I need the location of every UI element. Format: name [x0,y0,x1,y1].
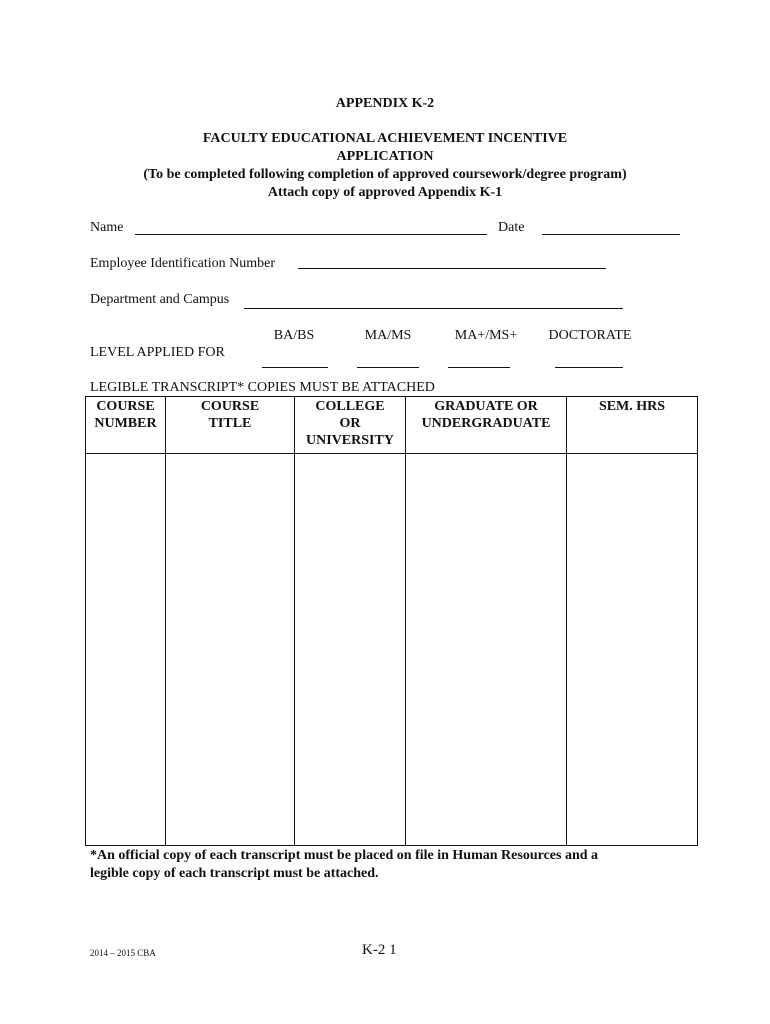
level-option-doctorate: DOCTORATE [548,328,632,343]
page-number: K-2 1 [362,942,397,958]
table-row [86,454,698,846]
employee-id-label: Employee Identification Number [90,256,276,271]
footnote-line2: legible copy of each transcript must be attached. [90,866,379,881]
name-field[interactable] [135,234,487,235]
column-header-course-number [86,397,166,454]
transcript-note: LEGIBLE TRANSCRIPT* COPIES MUST BE ATTACHED [90,380,435,395]
level-blank-ba-bs[interactable] [262,367,328,368]
header-text: UNIVERSITY [306,433,394,448]
form-title-line2: APPLICATION [336,149,434,164]
college-university-cell[interactable] [295,454,406,846]
header-text: GRADUATE OR [434,399,538,414]
header-text: COLLEGE [315,399,385,414]
header-text: OR [339,416,361,431]
table-header-row [86,397,698,454]
column-header-graduate-undergraduate [406,397,567,454]
header-text: SEM. HRS [598,399,666,414]
header-text: UNDERGRADUATE [421,416,551,431]
appendix-heading: APPENDIX K-2 [335,96,435,111]
course-table [85,396,698,846]
course-title-cell[interactable] [166,454,295,846]
header-text: TITLE [208,416,252,431]
department-label: Department and Campus [90,292,230,307]
attach-note: Attach copy of approved Appendix K-1 [267,185,503,200]
header-text: NUMBER [94,416,157,431]
transcript-footnote [90,847,690,883]
column-header-sem-hrs [567,397,698,454]
level-option-ba-bs: BA/BS [273,328,315,343]
date-field[interactable] [542,234,680,235]
level-blank-ma-ms[interactable] [357,367,419,368]
level-blank-doctorate[interactable] [555,367,623,368]
level-blank-ma-plus[interactable] [448,367,510,368]
footnote-line1: *An official copy of each transcript must be placed on file in Human Resources and a [90,848,599,863]
column-header-college-university [295,397,406,454]
form-subtitle: (To be completed following completion of approved coursework/degree program) [143,167,627,182]
column-header-course-title [166,397,295,454]
level-applied-label: LEVEL APPLIED FOR [90,345,225,360]
date-label: Date [498,220,525,235]
header-text: COURSE [96,399,155,414]
form-title-line1: FACULTY EDUCATIONAL ACHIEVEMENT INCENTIVE [202,131,568,146]
header-text: COURSE [200,399,260,414]
course-number-cell[interactable] [86,454,166,846]
department-field[interactable] [244,308,623,309]
name-label: Name [90,220,124,235]
sem-hrs-cell[interactable] [567,454,698,846]
employee-id-field[interactable] [298,268,606,269]
level-option-ma-plus: MA+/MS+ [454,328,518,343]
level-option-ma-ms: MA/MS [364,328,412,343]
footer-cba-label: 2014 – 2015 CBA [90,948,156,958]
graduate-undergraduate-cell[interactable] [406,454,567,846]
